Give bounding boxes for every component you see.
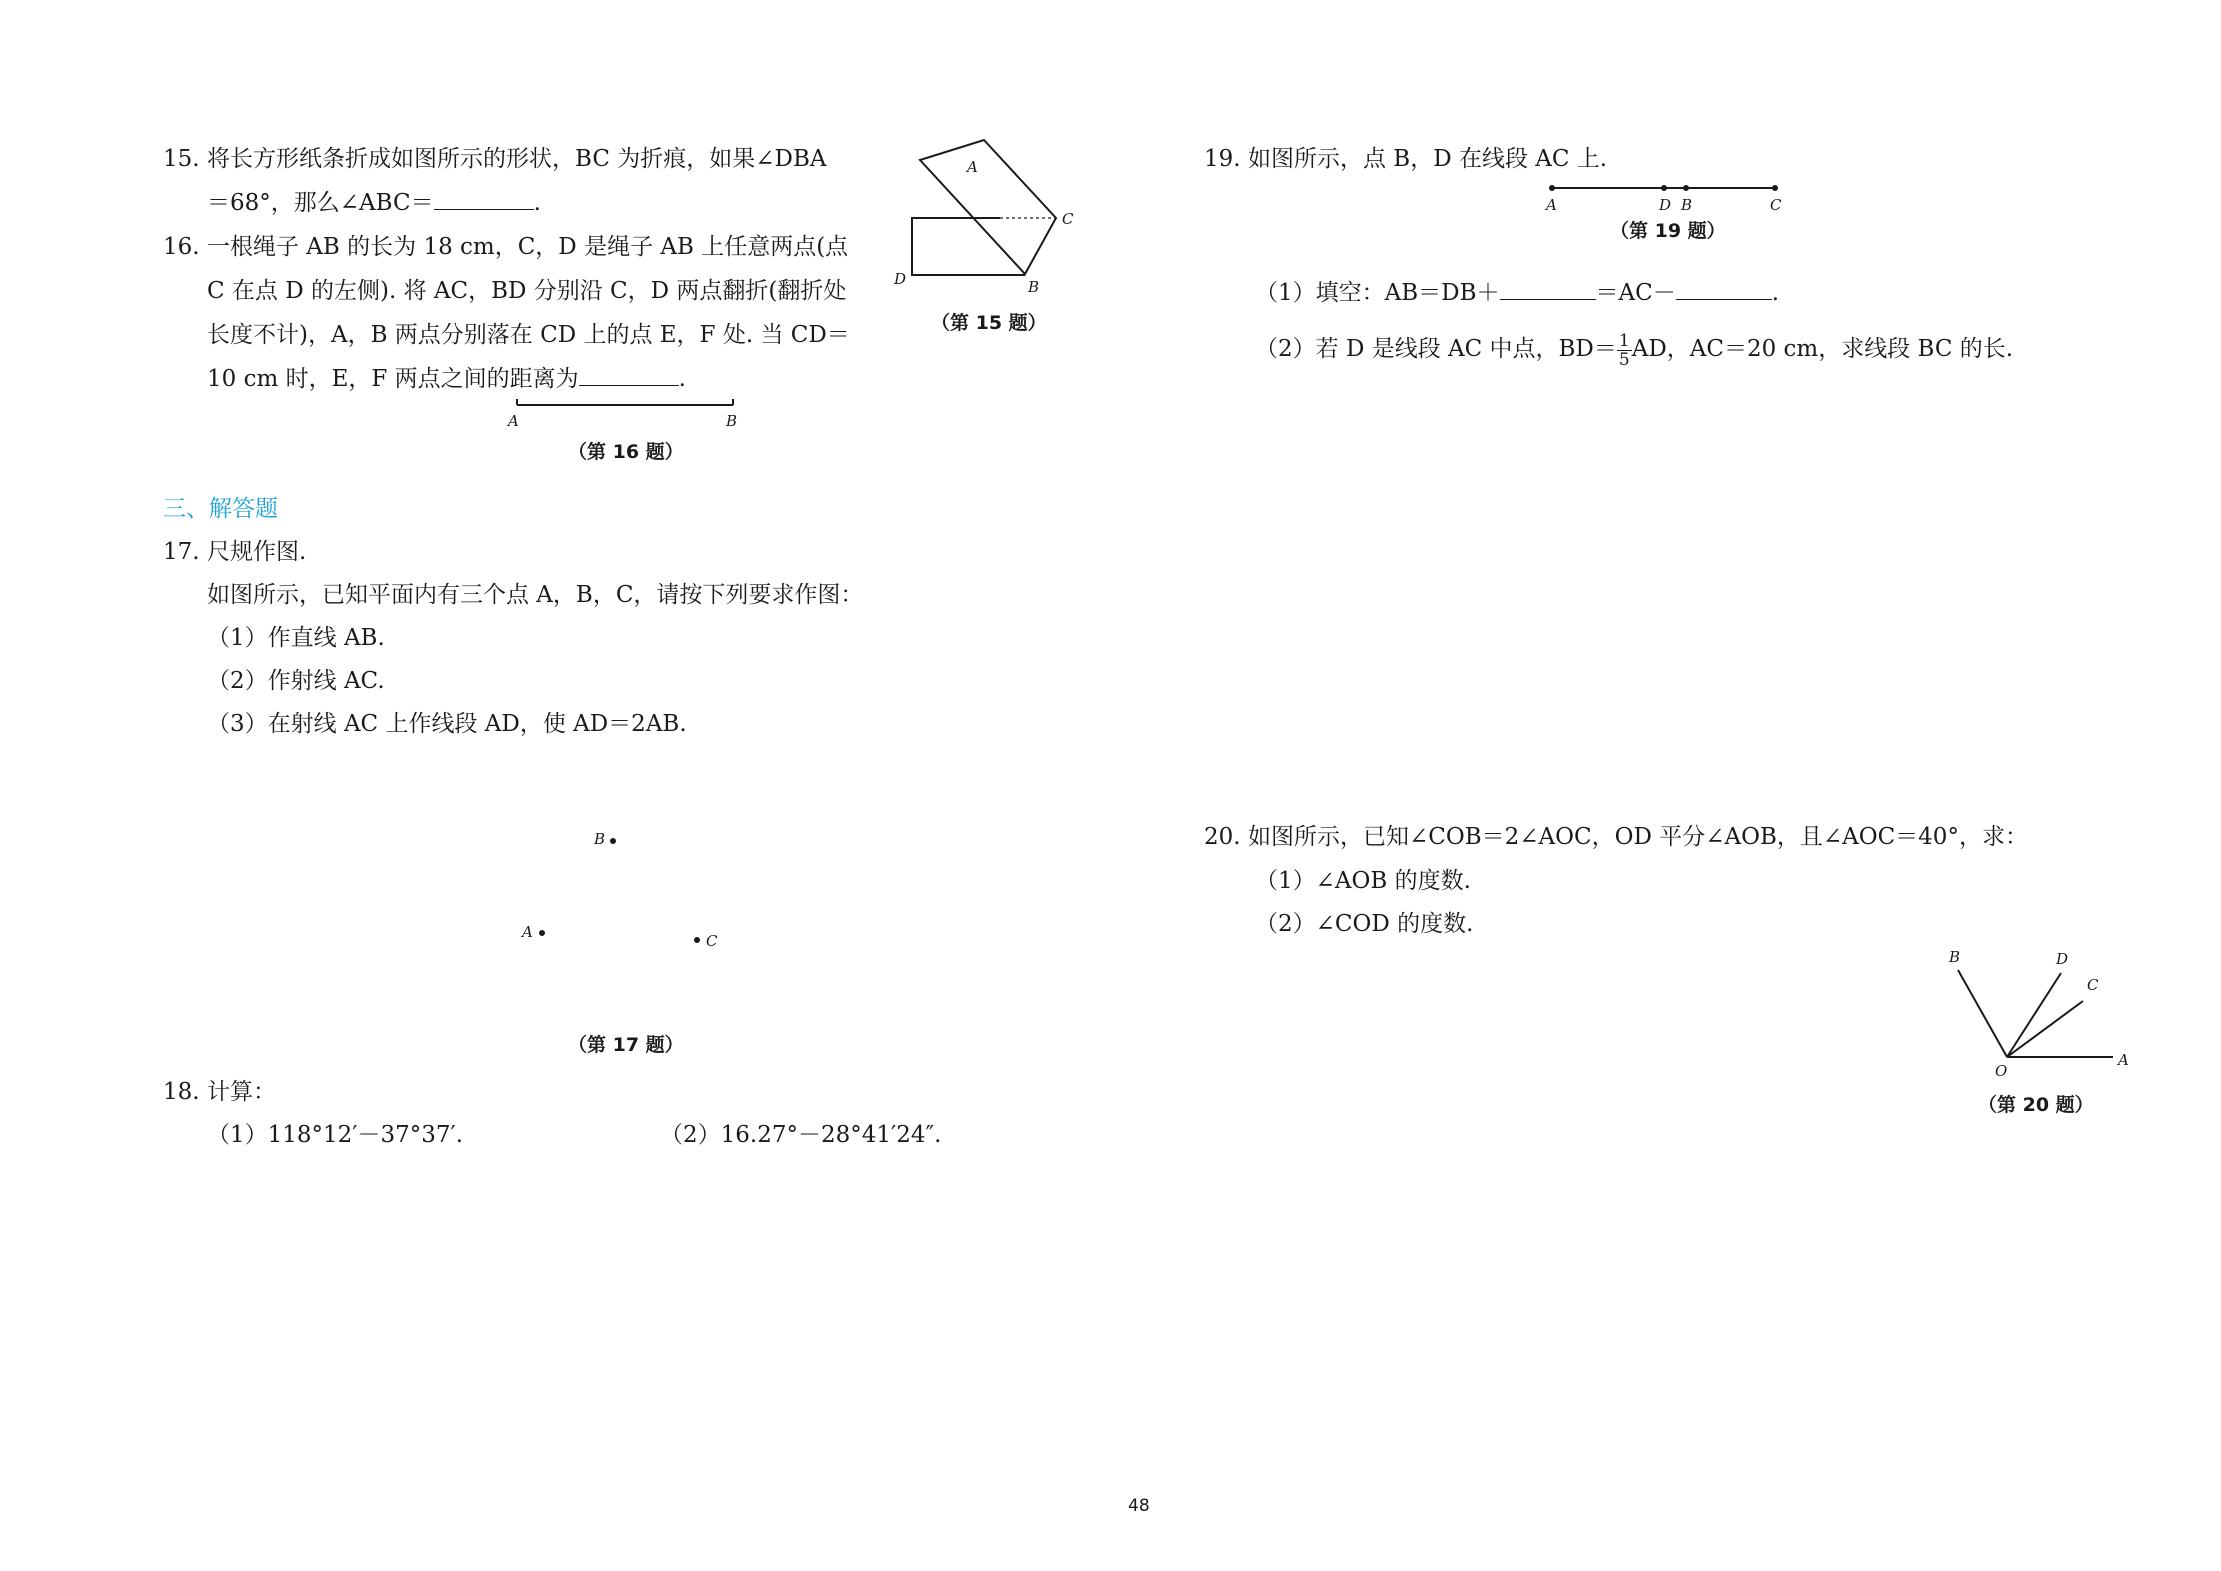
q20-title: 如图所示，已知∠COB＝2∠AOC，OD 平分∠AOB，且∠AOC＝40°，求： (1248, 824, 2028, 850)
q19-label-d: D (1659, 196, 1672, 214)
q20-label-d: D (2056, 950, 2069, 968)
q19-fraction-numerator: 1 (1618, 330, 1630, 351)
q15-label-c: C (1062, 210, 1074, 228)
q17-title: 尺规作图. (207, 539, 307, 565)
q16-text-3: 长度不计)，A，B 两点分别落在 CD 上的点 E，F 处. 当 CD＝ (207, 322, 850, 348)
q20-ray-ob (1958, 970, 2007, 1057)
q20-label-b: B (1949, 948, 1961, 966)
q18-item-2: （2）16.27°－28°41′24″. (660, 1122, 942, 1148)
q20-caption: （第 20 题） (1978, 1094, 2094, 1116)
q15-folded-strip (920, 140, 1056, 274)
q19-fraction (1617, 332, 1632, 369)
q17-label-c: C (706, 932, 718, 950)
q19-blank-1[interactable] (1500, 277, 1596, 300)
q17-caption: （第 17 题） (568, 1034, 684, 1056)
q16-caption: （第 16 题） (568, 441, 684, 463)
q19-blank-2[interactable] (1676, 277, 1772, 300)
q15-label-d: D (894, 270, 907, 288)
q17-figure (510, 820, 740, 960)
q17-point-b (610, 838, 616, 844)
q15-number: 15. (163, 146, 200, 172)
q19-point-c (1772, 185, 1778, 191)
q17-point-c (694, 937, 700, 943)
q19-label-c: C (1770, 196, 1782, 214)
page-number: 48 (1128, 1496, 1150, 1516)
q19-item-1 (1255, 274, 1779, 307)
q16-text-2: C 在点 D 的左侧). 将 AC，BD 分别沿 C，D 两点翻折(翻折处 (207, 278, 847, 304)
q19-label-b: B (1681, 196, 1693, 214)
q17-number: 17. (163, 539, 200, 565)
q19-point-b (1683, 185, 1689, 191)
q15-text-1: 将长方形纸条折成如图所示的形状，BC 为折痕，如果∠DBA (207, 146, 827, 172)
q20-ray-oc (2007, 1001, 2083, 1057)
q16-label-a: A (508, 412, 519, 430)
q20-label-a: A (2118, 1051, 2129, 1069)
q15-caption: （第 15 题） (931, 312, 1047, 334)
q16-text-4: 10 cm 时，E，F 两点之间的距离为 (207, 366, 579, 392)
q15-label-a: A (967, 158, 978, 176)
q15-line2 (207, 184, 541, 217)
q19-label-a: A (1546, 196, 1557, 214)
q19-item-1-text-c: . (1771, 280, 1780, 306)
q15-strip (912, 218, 1025, 275)
q17-point-a (539, 930, 545, 936)
q18-item-1: （1）118°12′－37°37′. (207, 1122, 464, 1148)
q19-figure (1540, 176, 1800, 216)
q16-number: 16. (163, 234, 200, 260)
q17-title-line (163, 533, 306, 566)
q19-title-line (1204, 140, 1607, 173)
q16-line4 (207, 360, 686, 393)
q20-figure (1930, 940, 2140, 1080)
q20-label-c: C (2087, 976, 2099, 994)
q20-item-2: （2）∠COD 的度数. (1255, 911, 1474, 937)
q17-label-a: A (522, 923, 533, 941)
q17-item-1: （1）作直线 AB. (207, 625, 385, 651)
q20-ray-od (2007, 973, 2061, 1057)
q19-fraction-denominator: 5 (1618, 349, 1630, 370)
q15-text-3: . (533, 190, 541, 216)
q16-text-5: . (678, 366, 686, 392)
q20-number: 20. (1204, 824, 1241, 850)
q15-line1 (163, 140, 826, 173)
q16-figure (500, 395, 750, 435)
q19-item-2 (1255, 330, 2013, 369)
section-heading: 三、解答题 (163, 496, 278, 522)
q19-item-2-text-a: （2）若 D 是线段 AC 中点，BD＝ (1255, 336, 1617, 362)
q17-intro: 如图所示，已知平面内有三个点 A，B，C，请按下列要求作图： (207, 582, 864, 608)
q16-label-b: B (726, 412, 738, 430)
q16-line1 (163, 228, 848, 261)
q19-point-a (1549, 185, 1555, 191)
q18-number: 18. (163, 1079, 200, 1105)
q19-caption: （第 19 题） (1610, 220, 1726, 242)
q16-answer-blank[interactable] (579, 363, 679, 386)
q15-answer-blank[interactable] (434, 187, 534, 210)
q19-number: 19. (1204, 146, 1241, 172)
q17-item-3: （3）在射线 AC 上作线段 AD，使 AD＝2AB. (207, 711, 687, 737)
q15-text-2: ＝68°，那么∠ABC＝ (207, 190, 434, 216)
q19-title: 如图所示，点 B，D 在线段 AC 上. (1248, 146, 1608, 172)
q20-label-o: O (1995, 1062, 2008, 1080)
q17-item-2: （2）作射线 AC. (207, 668, 385, 694)
q19-item-1-text-a: （1）填空：AB＝DB＋ (1255, 280, 1500, 306)
q19-item-1-text-b: ＝AC－ (1595, 280, 1676, 306)
q20-title-line (1204, 818, 2028, 851)
q20-item-1: （1）∠AOB 的度数. (1255, 868, 1471, 894)
q16-text-1: 一根绳子 AB 的长为 18 cm，C，D 是绳子 AB 上任意两点(点 (207, 234, 849, 260)
q19-point-d (1661, 185, 1667, 191)
q19-item-2-text-b: AD，AC＝20 cm，求线段 BC 的长. (1631, 336, 2014, 362)
q18-title: 计算： (207, 1079, 276, 1105)
q17-label-b: B (594, 830, 606, 848)
q15-label-b: B (1028, 278, 1040, 296)
q18-title-line (163, 1073, 276, 1106)
q15-figure (880, 130, 1100, 300)
